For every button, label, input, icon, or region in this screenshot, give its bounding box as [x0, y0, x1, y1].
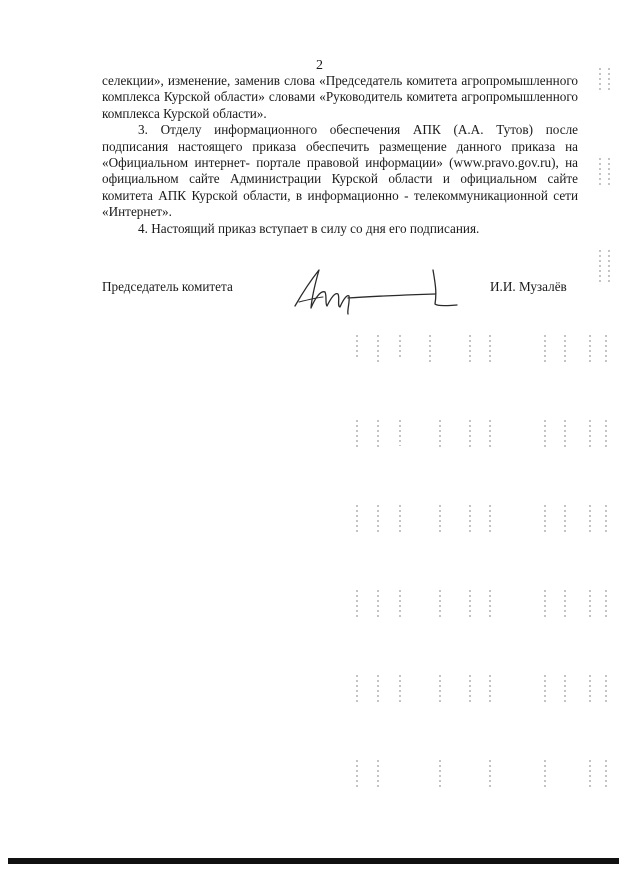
text-line: 3. Отделу информационного обеспечения АПК (А.А. Тутов) после	[138, 122, 578, 138]
paragraph-item-4	[102, 221, 578, 237]
text-line: селекции», изменение, заменив слова «Председатель комитета	[102, 73, 458, 88]
handwritten-signature	[285, 262, 465, 316]
text-line: комитета агропромышленного комплекса Курской области».	[102, 89, 579, 121]
scan-bottom-bar	[8, 858, 619, 864]
text-line: агропромышленного комплекса Курской области» словами «Руководитель	[102, 73, 578, 105]
paragraph-amendment	[102, 73, 578, 122]
text-line: области и официальном сайте комитета АПК Курской области, в	[102, 171, 578, 203]
text-line: информационно - телекоммуникационной сети «Интернет».	[102, 187, 578, 220]
document-body	[102, 73, 578, 237]
text-line: 4. Настоящий приказ вступает в силу со дня его подписания.	[138, 220, 480, 236]
text-line: подписания настоящего приказа обеспечить размещение данного приказа	[102, 138, 556, 154]
page-number: 2	[316, 58, 323, 73]
paragraph-item-3	[102, 122, 578, 220]
signatory-title: Председатель комитета	[102, 279, 233, 294]
text-line: (www.pravo.gov.ru), на официальном сайте Администрации Курской	[102, 155, 579, 187]
signatory-name: И.И. Музалёв	[490, 279, 567, 294]
text-line: на «Официальном интернет- портале правовой информации»	[102, 138, 578, 171]
